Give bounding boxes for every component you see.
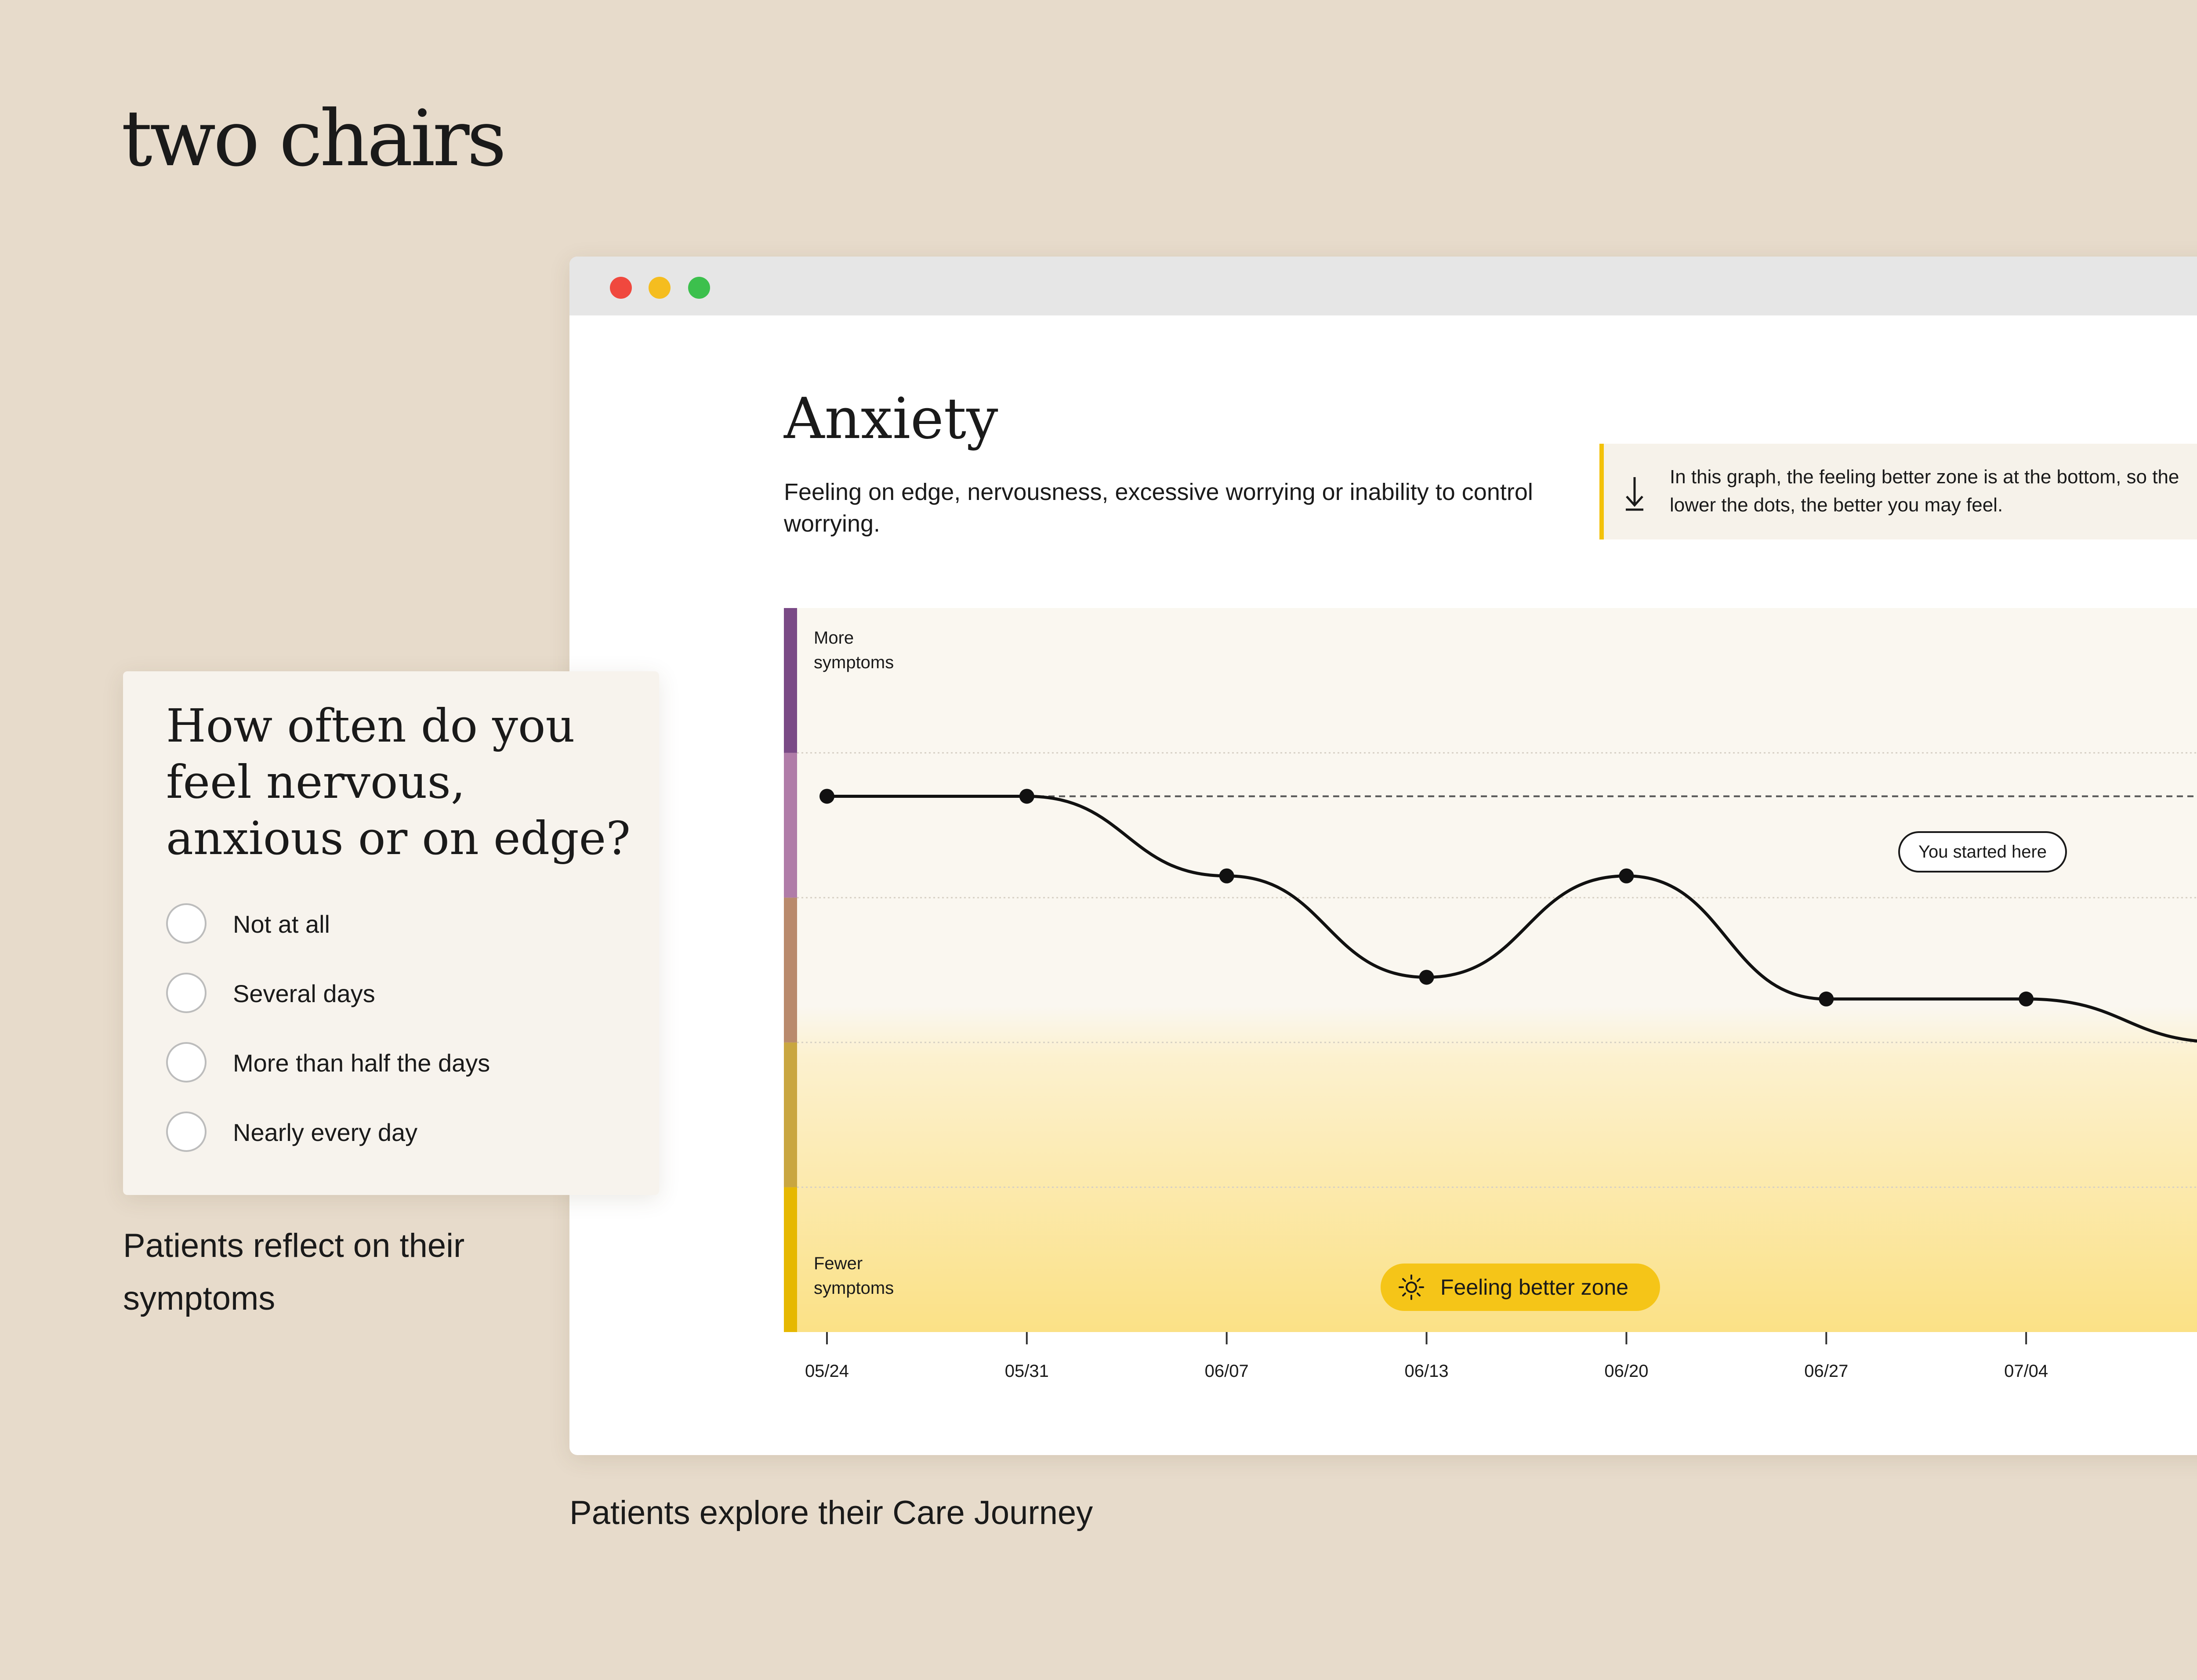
symptom-band bbox=[784, 1043, 797, 1188]
page-title: Anxiety bbox=[784, 386, 998, 452]
option-label: More than half the days bbox=[233, 1049, 490, 1077]
option-label: Not at all bbox=[233, 910, 330, 938]
browser-window bbox=[569, 257, 2197, 1455]
symptom-band bbox=[784, 1187, 797, 1332]
symptom-band bbox=[784, 753, 797, 898]
graph-info-text: In this graph, the feeling better zone is at the bottom, so the lower the dots, the better you may feel. bbox=[1670, 466, 2179, 516]
radio-button[interactable] bbox=[166, 1042, 207, 1083]
symptom-question: How often do you feel nervous, anxious or on edge? bbox=[166, 699, 631, 865]
feeling-better-zone-badge bbox=[1381, 1264, 1660, 1311]
x-tick-label: 07/04 bbox=[2004, 1361, 2048, 1381]
x-tick-label: 06/13 bbox=[1404, 1361, 1449, 1381]
caption-left: Patients reflect on their symptoms bbox=[123, 1227, 465, 1317]
sun-icon bbox=[1398, 1274, 1425, 1300]
x-tick-label: 06/20 bbox=[1604, 1361, 1649, 1381]
x-tick-label: 06/07 bbox=[1204, 1361, 1249, 1381]
symptom-question-card bbox=[123, 671, 659, 1195]
y-axis-bottom-label: Fewer symptoms bbox=[814, 1254, 894, 1298]
page-description: Feeling on edge, nervousness, excessive worrying or inability to control worrying. bbox=[784, 479, 1533, 537]
y-axis-top-label: More symptoms bbox=[814, 628, 894, 672]
data-point bbox=[1819, 992, 1834, 1007]
option-label: Nearly every day bbox=[233, 1119, 418, 1146]
baseline-label: You started here bbox=[1898, 831, 2067, 873]
radio-button[interactable] bbox=[166, 1112, 207, 1152]
data-point bbox=[819, 789, 834, 804]
radio-button[interactable] bbox=[166, 973, 207, 1013]
symptom-band bbox=[784, 608, 797, 753]
data-point bbox=[1219, 869, 1234, 883]
feeling-better-zone-label: Feeling better zone bbox=[1440, 1275, 1629, 1300]
chart-plot-area bbox=[784, 608, 2197, 1332]
x-tick-label: 05/24 bbox=[805, 1361, 849, 1381]
two-chairs-logo: two chairs bbox=[121, 94, 504, 184]
symptom-band bbox=[784, 898, 797, 1043]
x-tick-label: 05/31 bbox=[1004, 1361, 1049, 1381]
radio-button[interactable] bbox=[166, 903, 207, 944]
data-point bbox=[1619, 869, 1634, 883]
caption-middle: Patients explore their Care Journey bbox=[569, 1494, 1093, 1532]
x-tick-label: 06/27 bbox=[1804, 1361, 1849, 1381]
option-label: Several days bbox=[233, 980, 375, 1007]
data-point bbox=[1419, 970, 1434, 985]
data-point bbox=[2019, 992, 2034, 1007]
data-point bbox=[1019, 789, 1034, 804]
